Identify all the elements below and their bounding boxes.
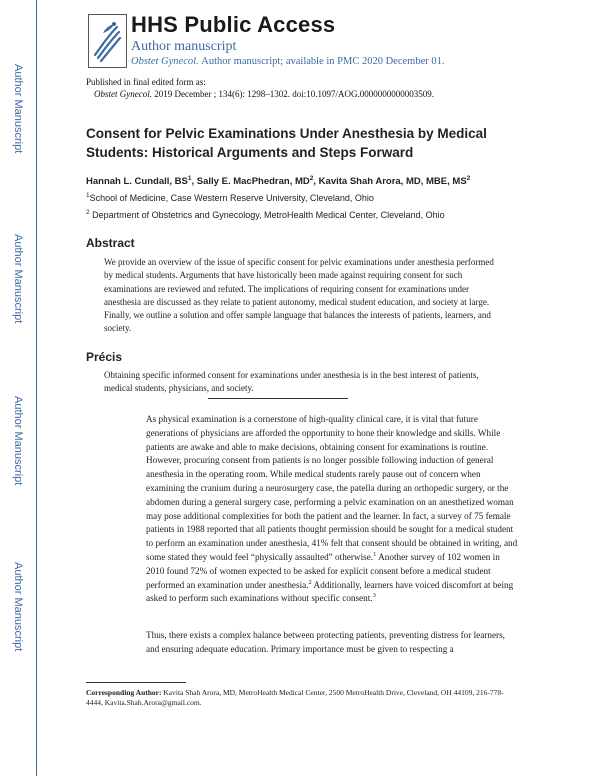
pub-info-citation-line bbox=[86, 88, 434, 100]
footnote-divider bbox=[86, 682, 186, 683]
masthead-title: HHS Public Access bbox=[131, 12, 336, 37]
reference-marker: 3 bbox=[372, 592, 376, 600]
pub-info-citation: 2019 December ; 134(6): 1298–1302. doi:10.1097/AOG.0000000000003509. bbox=[154, 89, 434, 99]
article-title: Consent for Pelvic Examinations Under Anesthesia by Medical Students: Historical Arguments and Steps Forward bbox=[86, 126, 487, 160]
affiliation bbox=[86, 193, 556, 203]
author-affiliation-sup: 2 bbox=[309, 174, 314, 182]
affiliation-text: Department of Obstetrics and Gynecology, MetroHealth Medical Center, Cleveland, Ohio bbox=[92, 210, 445, 220]
author-affiliation-sup: 2 bbox=[466, 174, 471, 182]
precis-text: Obtaining specific informed consent for examinations under anesthesia is in the best interest of patients, medical students, physicians, and society. bbox=[104, 370, 479, 394]
pub-info-label: Published in final edited form as: bbox=[86, 77, 206, 87]
footnote-text: Kavita Shah Arora, MD, MetroHealth Medical Center, 2500 MetroHealth Drive, Cleveland, OH 44109, 216-778-4444, Kavita.Shah.Arora@gmail.com. bbox=[86, 688, 504, 707]
affiliation-sup: 2 bbox=[86, 209, 90, 216]
side-label-author-manuscript: Author Manuscript bbox=[12, 396, 24, 486]
pub-info-journal: Obstet Gynecol. bbox=[94, 89, 152, 99]
side-label-author-manuscript: Author Manuscript bbox=[12, 64, 24, 154]
author-name: Kavita Shah Arora, MD, MBE, MS bbox=[318, 176, 467, 187]
masthead-journal: Obstet Gynecol. bbox=[131, 56, 199, 67]
hhs-eagle-logo-icon bbox=[88, 14, 127, 68]
precis-heading: Précis bbox=[86, 350, 123, 364]
side-label-author-manuscript: Author Manuscript bbox=[12, 234, 24, 324]
author-name: Sally E. MacPhedran, MD bbox=[196, 176, 310, 187]
body-text: Additionally, learners have voiced discomfort at being asked to perform such examinations without specific consent. bbox=[146, 579, 514, 604]
author-name: Hannah L. Cundall, BS bbox=[86, 176, 188, 187]
masthead-availability: Author manuscript; available in PMC 2020 December 01. bbox=[201, 56, 445, 67]
abstract-text: We provide an overview of the issue of specific consent for pelvic examinations under anesthesia performed by medical students. Arguments that have historically been made against requiring consent for such examinations are reviewed and refuted. The implications of requiring consent for examinations under anesthesia are discussed as they relate to patient autonomy, medical student education, and society at large. Finally, we outline a solution and offer sample language that balances the interests of patients, learners, and society. bbox=[104, 257, 494, 334]
body-text: As physical examination is a cornerstone of high-quality clinical care, it is vital that future generations of physicians are afforded the opportunity to hone their knowledge and skills. While patients are awake and able to make decisions, obtaining consent for examinations is routine. However, procuring consent from patients is no longer possible following induction of general anesthesia in the operating room. While medical students rarely pause out of concern when examining the cranium during a neurosurgery case, the patella during an orthopedic surgery, or the abdomen during a general surgery case, performing a pelvic examination on an anesthetized woman may pose additional complexities for both the patient and the learner. In fact, a survey of 75 female patients in 1988 reported that all patients thought permission should be sought for a medical student to perform an examination under anesthesia, 41% felt that consent should be obtained in writing, and some stated they would feel “physically assaulted” otherwise. bbox=[146, 414, 518, 562]
section-divider bbox=[208, 398, 348, 399]
affiliation-text: School of Medicine, Case Western Reserve University, Cleveland, Ohio bbox=[89, 193, 374, 203]
author-affiliation-sup: 1 bbox=[187, 174, 192, 182]
sidebar bbox=[0, 0, 37, 776]
body-text: Another survey of 102 women in 2010 found 72% of women expected to be asked for explicit consent before a medical student performed an examination under anesthesia. bbox=[146, 551, 500, 590]
corresponding-author-footnote bbox=[86, 688, 516, 708]
masthead-journal-line bbox=[131, 56, 444, 67]
affiliation-sup: 1 bbox=[86, 192, 90, 199]
author-list: Hannah L. Cundall, $BS^1$, Sally E. MacPhedran, $MD^2$, Kavita Shah Arora, MD, MBE, $MS^2$ bbox=[86, 174, 471, 187]
masthead-subtitle: Author manuscript bbox=[131, 39, 237, 54]
publication-info bbox=[86, 76, 434, 100]
body-paragraph: Thus, there exists a complex balance between protecting patients, preventing distress for learners, and ensuring adequate education. Primary importance must be given to respecting a bbox=[146, 630, 505, 654]
reference-marker: 2 bbox=[308, 578, 312, 586]
reference-marker: 1 bbox=[373, 550, 377, 558]
affiliation bbox=[86, 210, 556, 220]
abstract-heading: Abstract bbox=[86, 236, 135, 250]
footnote-label: Corresponding Author: bbox=[86, 688, 162, 697]
body-paragraph bbox=[146, 413, 518, 606]
side-label-author-manuscript: Author Manuscript bbox=[12, 562, 24, 652]
